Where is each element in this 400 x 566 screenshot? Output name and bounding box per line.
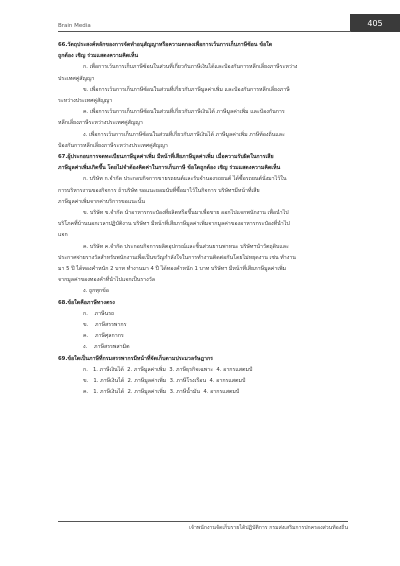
question-68-option-d: ง. ภาษีสรรพสามิต: [83, 344, 130, 351]
question-66-option-a-line1: ก. เพื่อการเว้นการเก็บภาษีซ้อนในส่วนที่เกี่ยวกับภาษีเงินได้และป้องกันการหลีกเลี่ยงภาษีระหว่าง: [83, 64, 298, 71]
question-66-title-line1: 66.วัตถุประสงค์หลักของการจัดทำอนุสัญญาหรือความตกลงเพื่อการเว้นการเก็บภาษีซ้อน ข้อใด: [58, 42, 273, 48]
question-66-option-c-line1: ค. เพื่อการเว้นการเก็บภาษีซ้อนในส่วนที่เกี่ยวกับภาษีเงินได้ ภาษีมูลค่าเพิ่ม และป้องกันการ: [83, 109, 285, 116]
question-67-option-b-line2: บริโภคที่บ้านนอกเวลาปฏิบัติงาน บริษัทฯ มีหน้าที่เสียภาษีมูลค่าเพิ่มจากมูลค่าของอาหารกระป๋องที่นำไป: [58, 221, 290, 228]
question-68-option-c: ค. ภาษีศุลกากร: [83, 333, 124, 340]
footer-divider: [58, 521, 348, 522]
question-67-option-d: ง. ถูกทุกข้อ: [83, 288, 109, 295]
question-67-option-a-line1: ก. บริษัท ก.จำกัด ประกอบกิจการขายรถยนต์และรับจำนองรถยนต์ ได้ซื้อรถยนต์นั่งมาไว้ใน: [83, 176, 287, 183]
question-66-option-a-line2: ประเทศคู่สัญญา: [58, 75, 95, 82]
question-67-option-c-line2: ประกาศจ่ายรางวัลสำหรับพนักงานเพื่อเป็นขวัญกำลังใจในการทำงานติดต่อกันโดยไม่หยุดงาน เช่น ทำงาน: [58, 254, 296, 261]
question-68-title: 68.ข้อใดคือภาษีทางตรง: [58, 299, 115, 306]
question-69-option-a: ก. 1. ภาษีเงินได้ 2. ภาษีมูลค่าเพิ่ม 3. ภาษีธุรกิจเฉพาะ 4. อากรแสตมป์: [83, 366, 253, 373]
question-67-option-a-line2: การบริหารงานของกิจการ ถ้าบริษัท ขอแนะยอมนับที่ซื้อมาไว้ในกิจการ บริษัทฯมีหน้าที่เสีย: [58, 187, 260, 194]
question-67-option-c-line3: มา 5 ปี ได้ทองคำหนัก 2 บาท ทำงานมา 4 ปี ได้ทองคำหนัก 1 บาท บริษัทฯ มีหน้าที่เสียภาษีมูลค่าเพิ่ม: [58, 266, 287, 273]
document-body: [58, 40, 350, 399]
question-67-option-c-line1: ค. บริษัท ค.จำกัด ประกอบกิจการผลิตอุปกรณ์และชิ้นส่วนยานพาหนะ บริษัทฯนำวัตถุดิบและ: [83, 243, 289, 250]
page-number: 405: [367, 18, 383, 28]
question-69-option-b: ข. 1. ภาษีเงินได้ 2. ภาษีมูลค่าเพิ่ม 3. ภาษีโรงเรือน 4. อากรแสตมป์: [83, 378, 246, 385]
footer-text: เจ้าพนักงานจัดเก็บรายได้ปฏิบัติการ กรมส่งเสริมการปกครองส่วนท้องถิ่น: [189, 525, 348, 531]
question-67-title-line2: ภาษีมูลค่าเพิ่มเกิดขึ้น โดยไม่จำต้องคิดค่าในการเก็บภาษี ข้อใดถูกต้อง เชิญ ร่วมแสดงความคิดเห็น: [58, 165, 281, 172]
question-67-option-a-line3: ภาษีมูลค่าเพิ่มจากค่าบริการขอแนะนั้น: [58, 198, 145, 205]
question-68-option-a: ก. ภาษีนรถ: [83, 310, 115, 317]
header-divider: [58, 31, 351, 32]
brand-label: Brain Media: [58, 23, 91, 29]
question-66-option-d-line1: ง. เพื่อการเว้นการเก็บภาษีซ้อนในส่วนที่เกี่ยวกับภาษีเงินได้ ภาษีมูลค่าเพิ่ม ภาษีท้องถิ่นและ: [83, 131, 285, 138]
page-number-tab: [350, 14, 400, 32]
question-66-option-d-line2: ป้องกันการหลีกเลี่ยงภาษีระหว่างประเทศคู่สัญญา: [58, 142, 168, 149]
question-69-option-c: ค. 1. ภาษีเงินได้ 2. ภาษีมูลค่าเพิ่ม 3. ภาษีน้ำมัน 4. อากรแสตมป์: [83, 389, 240, 396]
question-66-option-b-line1: ข. เพื่อการเว้นการเก็บภาษีซ้อนในส่วนที่เกี่ยวกับภาษีมูลค่าเพิ่ม และป้องกันการหลีกเลี่ยงภาษี: [83, 86, 290, 93]
question-67-option-c-line4: จากมูลค่าของทองคำที่นำไปแจกเป็นรางวัล: [58, 277, 155, 284]
question-67-title-line1: 67.ผู้ประกอบการจดทะเบียนภาษีมูลค่าเพิ่ม มีหน้าที่เสียภาษีมูลค่าเพิ่ม เมื่อความรับผิดในการเสีย: [58, 154, 274, 161]
question-68-option-b: ข. ภาษีสรรพากร: [83, 322, 127, 329]
question-67-option-b-line3: แจก: [58, 232, 68, 239]
question-69-title: 69.ข้อใดเป็นภาษีที่กรมสรรพากรมีหน้าที่จัดเก็บตามประมวลรัษฎากร: [58, 355, 214, 362]
question-66-option-b-line2: ระหว่างประเทศคู่สัญญา: [58, 98, 113, 105]
question-67-option-b-line1: ข. บริษัท ข.จำกัด นำอาหารกระป๋องที่ผลิตหรือขึ้นมาเพื่อขาย ออกไปแจกพนักงาน เพื่อนำไป: [83, 210, 289, 217]
question-66-title-line2: ถูกต้อง เชิญ ร่วมแสดงความคิดเห็น: [58, 53, 139, 60]
question-66-option-c-line2: หลีกเลี่ยงภาษีระหว่างประเทศคู่สัญญา: [58, 120, 143, 127]
